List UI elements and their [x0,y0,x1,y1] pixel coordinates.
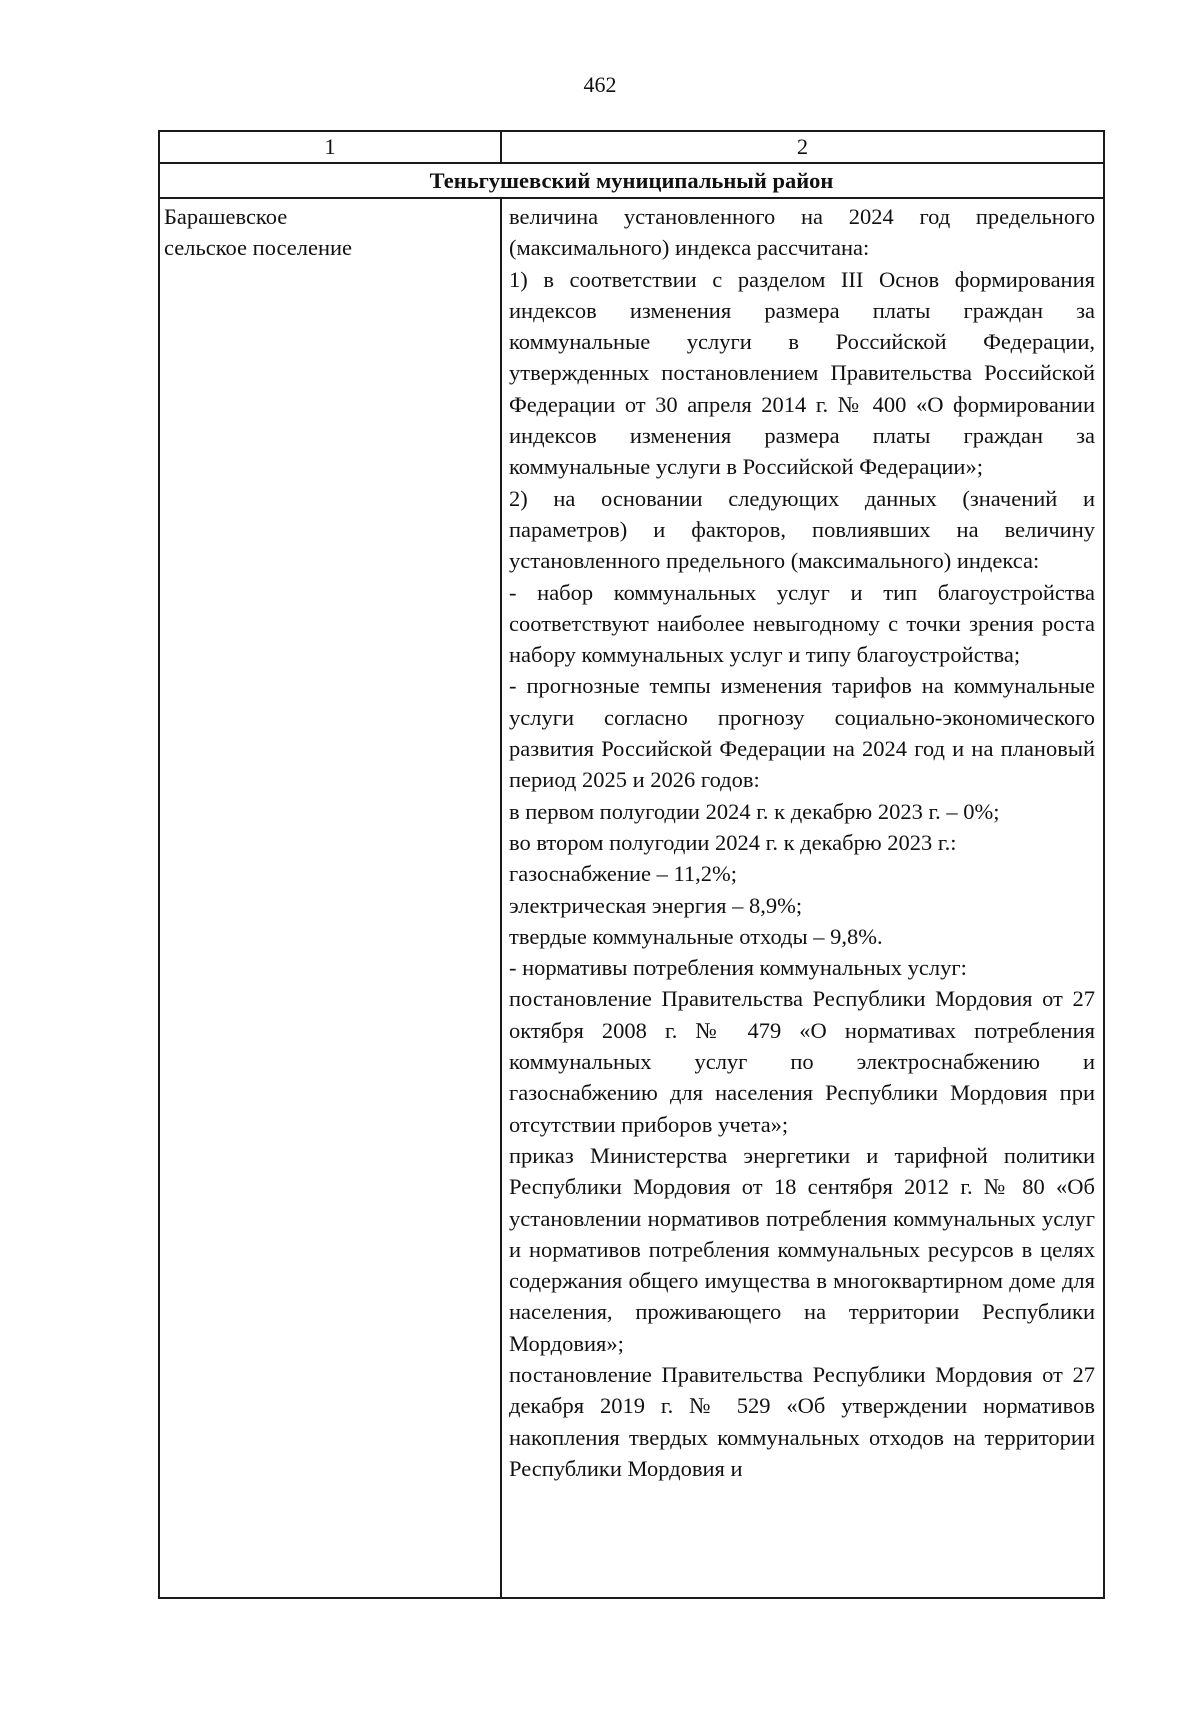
paragraph: 1) в соответствии с разделом III Основ формирования индексов изменения размера платы граждан за коммунальные услуги в Российской Федерации, утвержденных постановлением Правительства Российской Федерации от 30 апреля 2014 г. № 400 «О формировании индексов изменения размера платы граждан за коммунальные услуги в Российской Федерации»; [509,266,1095,480]
column-number-1: 1 [159,131,501,163]
paragraph: электрическая энергия – 8,9%; [509,892,803,918]
index-description-cell [501,198,1104,1598]
paragraph: 2) на основании следующих данных (значений и параметров) и факторов, повлиявших на величину установленного предельного (максимального) индекса: [509,485,1095,574]
paragraph: - нормативы потребления коммунальных услуг: [509,955,967,981]
paragraph: - набор коммунальных услуг и тип благоустройства соответствуют наиболее невыгодному с точки зрения роста набору коммунальных услуг и типу благоустройства; [509,579,1095,668]
district-row [159,163,1104,198]
paragraph: величина установленного на 2024 год предельного (максимального) индекса рассчитана: [509,204,1095,261]
paragraph: приказ Министерства энергетики и тарифной политики Республики Мордовия от 18 сентября 2012 г. № 80 «Об установлении нормативов потребления коммунальных услуг и нормативов потребления коммунальных ресурсов в целях содержания общего имущества в многоквартирном доме для населения, проживающего на территории Республики Мордовия»; [509,1142,1095,1356]
table-row [159,198,1104,1598]
settlement-name-line: Барашевское [164,204,288,229]
settlement-name-line: сельское поселение [164,235,353,261]
paragraph: во втором полугодии 2024 г. к декабрю 2023 г.: [509,829,957,855]
paragraph: в первом полугодии 2024 г. к декабрю 2023 г. – 0%; [509,798,1000,824]
column-number-row [159,131,1104,163]
page-number: 462 [583,72,617,97]
document-table [158,130,1105,1599]
settlement-name-cell [159,198,501,1598]
paragraph: твердые коммунальные отходы – 9,8%. [509,923,883,949]
column-number-2: 2 [501,131,1104,163]
paragraph: - прогнозные темпы изменения тарифов на коммунальные услуги согласно прогнозу социально-экономического развития Российской Федерации на 2024 год и на плановый период 2025 и 2026 годов: [509,673,1095,793]
paragraph: постановление Правительства Республики Мордовия от 27 декабря 2019 г. № 529 «Об утверждении нормативов накопления твердых коммунальных отходов на территории Республики Мордовия и [509,1361,1095,1481]
paragraph: газоснабжение – 11,2%; [509,861,738,887]
paragraph: постановление Правительства Республики Мордовия от 27 октября 2008 г. № 479 «О нормативах потребления коммунальных услуг по электроснабжению и газоснабжению для населения Республики Мордовия при отсутствии приборов учета»; [509,986,1095,1137]
district-heading: Теньгушевский муниципальный район [159,163,1104,198]
